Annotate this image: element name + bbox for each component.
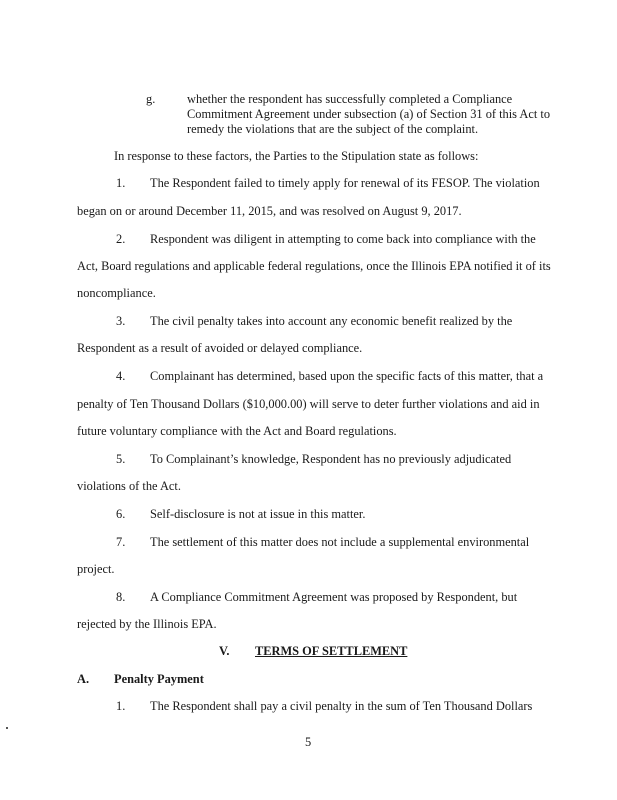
payment-para-line-1: The Respondent shall pay a civil penalty in the sum of Ten Thousand Dollars: [150, 699, 533, 713]
para-2-line-3: noncompliance.: [77, 286, 156, 300]
item-g-line-1: whether the respondent has successfully completed a Compliance: [187, 92, 513, 106]
intro-text: In response to these factors, the Parties to the Stipulation state as follows:: [114, 149, 479, 163]
para-8-line-2: rejected by the Illinois EPA.: [77, 617, 217, 631]
para-1-number: 1.: [116, 176, 126, 190]
section-title: TERMS OF SETTLEMENT: [255, 644, 408, 658]
scan-speck: [6, 727, 8, 729]
subsection-title: Penalty Payment: [114, 672, 204, 686]
para-5-line-2: violations of the Act.: [77, 479, 181, 493]
para-7-number: 7.: [116, 535, 126, 549]
para-3-line-2: Respondent as a result of avoided or delayed compliance.: [77, 341, 363, 355]
para-5-number: 5.: [116, 452, 126, 466]
item-g-number: g.: [146, 92, 156, 106]
para-3-number: 3.: [116, 314, 126, 328]
para-1-line-1: The Respondent failed to timely apply for renewal of its FESOP. The violation: [150, 176, 540, 190]
para-2-line-1: Respondent was diligent in attempting to come back into compliance with the: [150, 232, 536, 246]
item-g-line-2: Commitment Agreement under subsection (a) of Section 31 of this Act to: [187, 107, 551, 121]
para-4-line-3: future voluntary compliance with the Act and Board regulations.: [77, 424, 397, 438]
para-2-line-2: Act, Board regulations and applicable federal regulations, once the Illinois EPA notified it of its: [77, 259, 551, 273]
para-8-number: 8.: [116, 590, 126, 604]
para-7-line-2: project.: [77, 562, 115, 576]
para-4-line-2: penalty of Ten Thousand Dollars ($10,000.00) will serve to deter further violations and aid in: [77, 397, 540, 411]
para-7-line-1: The settlement of this matter does not include a supplemental environmental: [150, 535, 530, 549]
para-4-line-1: Complainant has determined, based upon the specific facts of this matter, that a: [150, 369, 544, 383]
para-6-line-1: Self-disclosure is not at issue in this matter.: [150, 507, 366, 521]
para-8-line-1: A Compliance Commitment Agreement was proposed by Respondent, but: [150, 590, 518, 604]
subsection-letter: A.: [77, 672, 90, 686]
section-number: V.: [219, 644, 230, 658]
para-6-number: 6.: [116, 507, 126, 521]
para-4-number: 4.: [116, 369, 126, 383]
para-2-number: 2.: [116, 232, 126, 246]
item-g-line-3: remedy the violations that are the subject of the complaint.: [187, 122, 479, 136]
page-number: 5: [305, 735, 312, 749]
para-1-line-2: began on or around December 11, 2015, and was resolved on August 9, 2017.: [77, 204, 462, 218]
payment-para-number: 1.: [116, 699, 126, 713]
para-5-line-1: To Complainant’s knowledge, Respondent has no previously adjudicated: [150, 452, 512, 466]
para-3-line-1: The civil penalty takes into account any economic benefit realized by the: [150, 314, 513, 328]
